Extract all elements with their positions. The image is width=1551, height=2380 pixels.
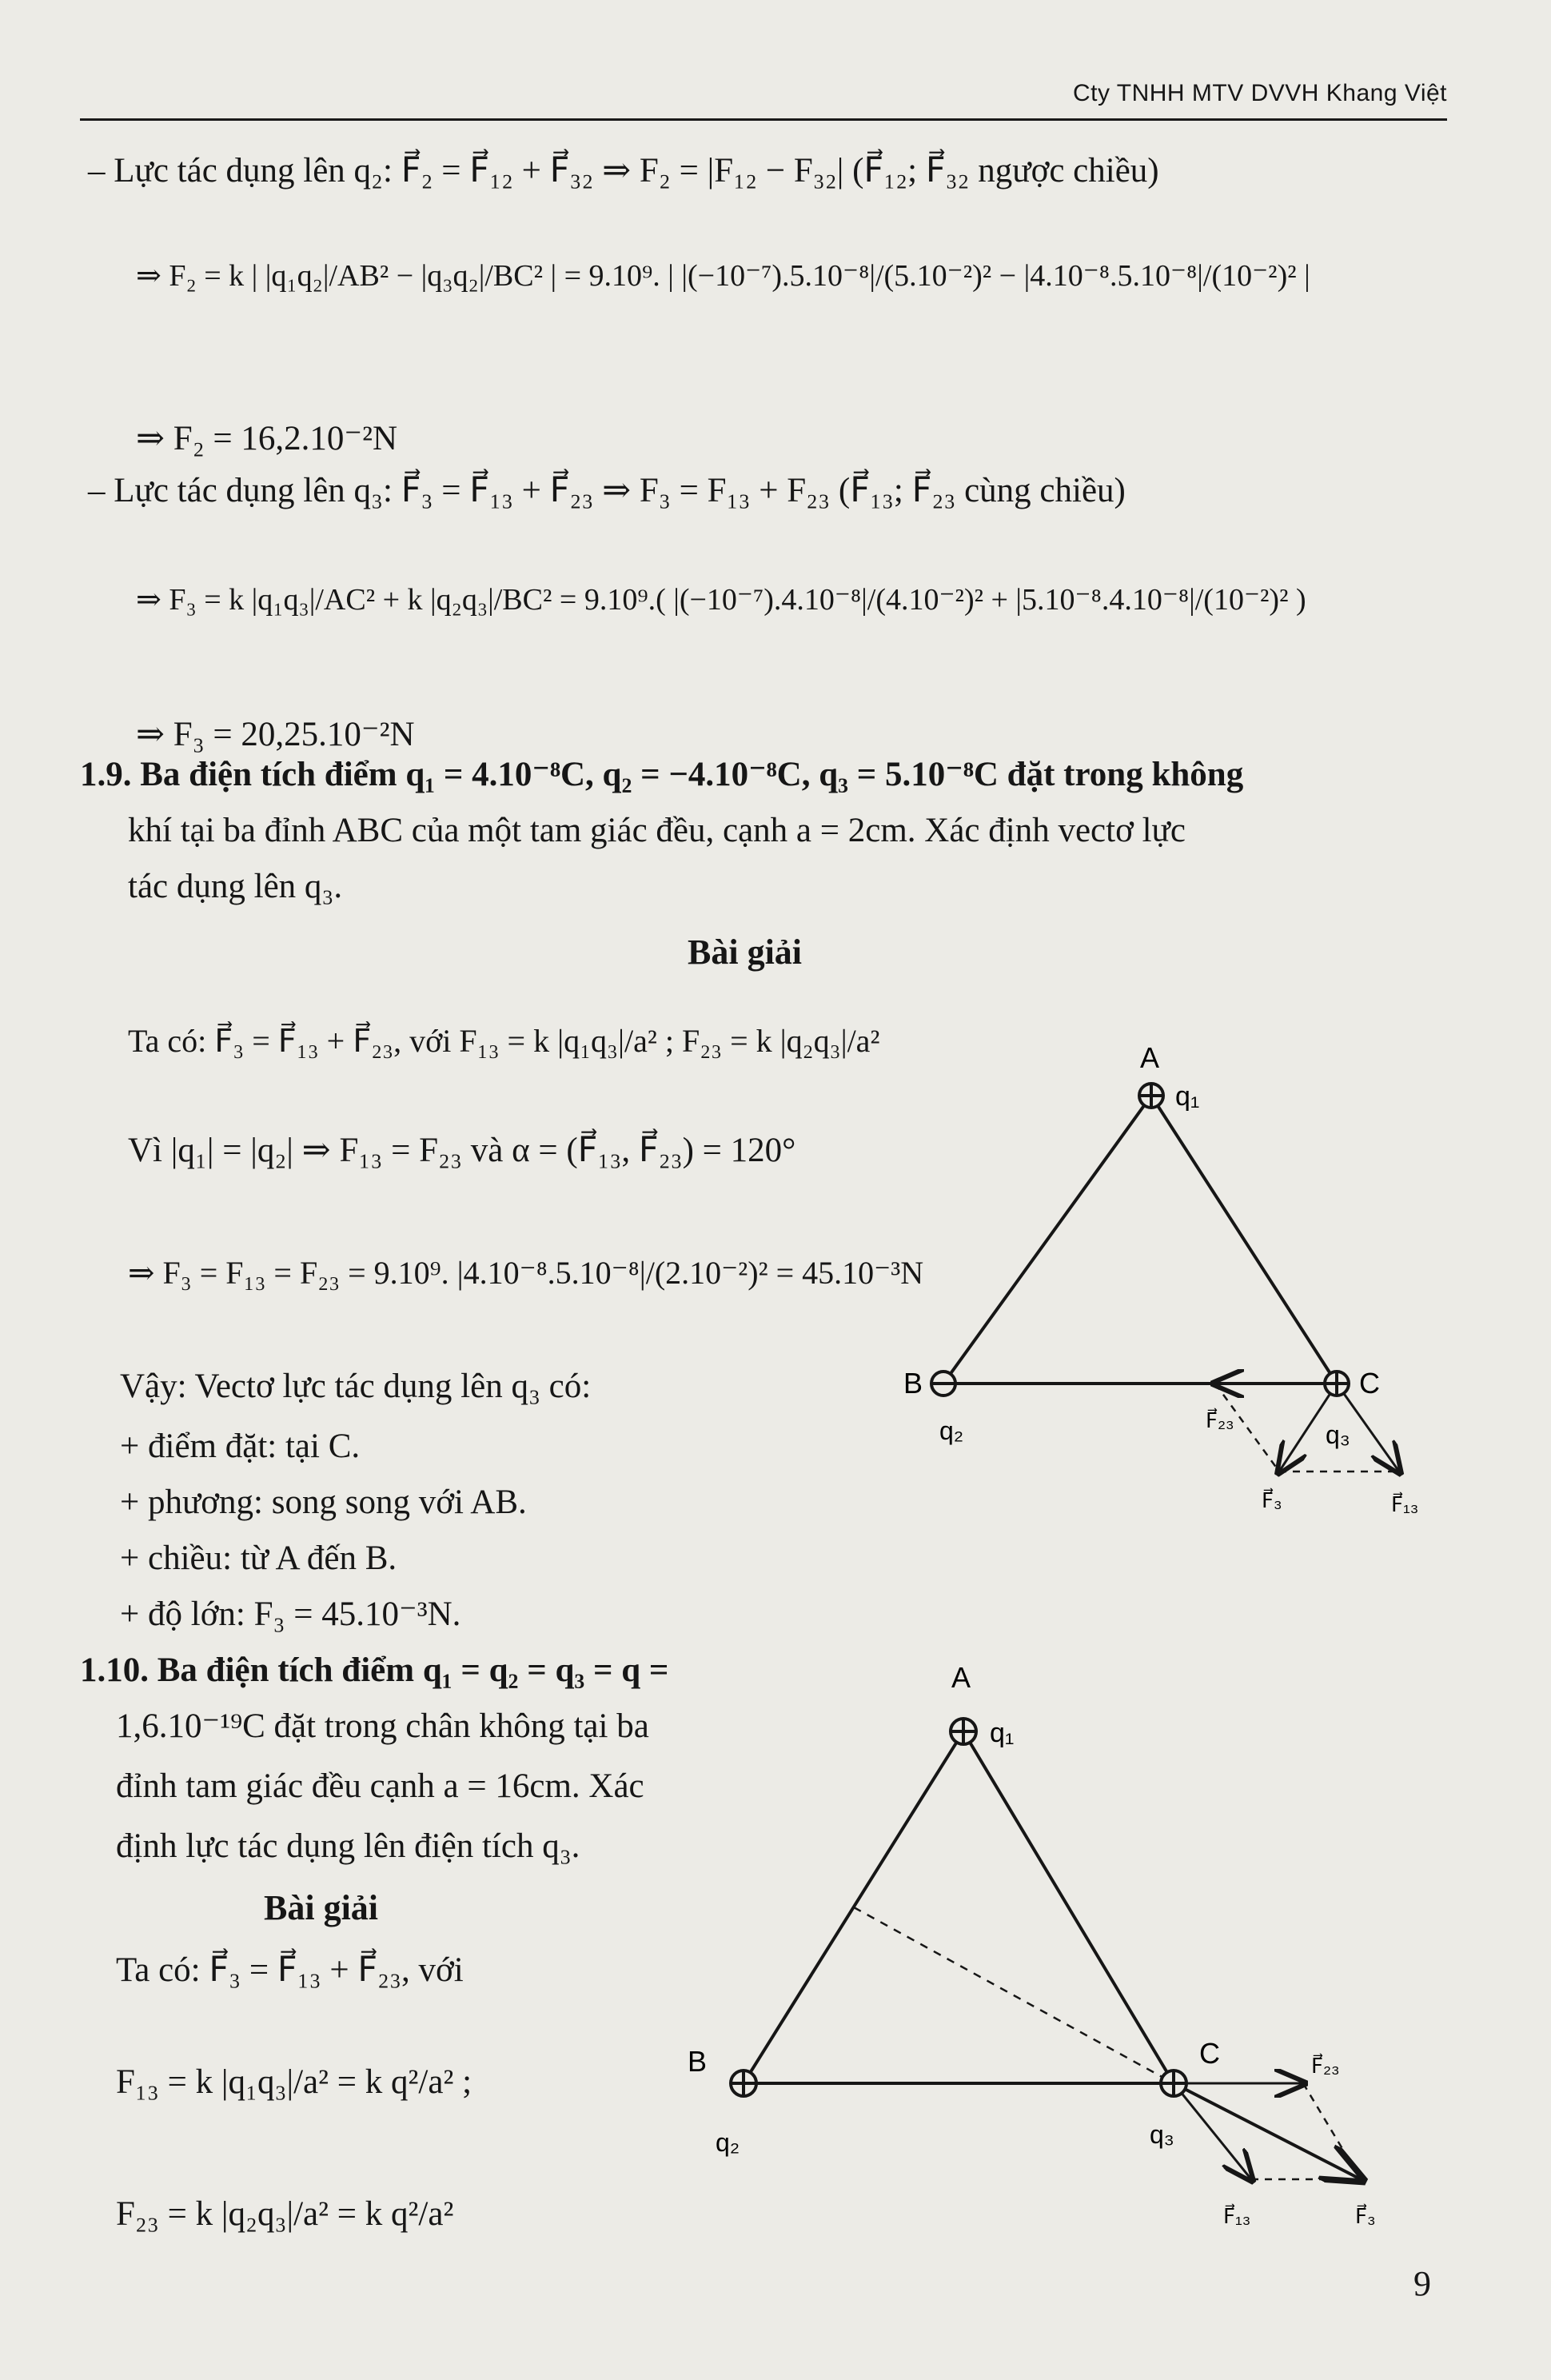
solution-heading-1-9: Bài giải xyxy=(688,932,803,972)
label-f23-2: F⃗₂₃ xyxy=(1311,2054,1340,2078)
force-on-q3-line: – Lực tác dụng lên q₃: F⃗₃ = F⃗₁₃ + F⃗₂₃ ⇒ F₃ = F₁₃ + F₂₃ (F⃗₁₃; F⃗₂₃ cùng chiều) xyxy=(88,472,1126,509)
label-q2-2: q₂ xyxy=(716,2128,740,2157)
side-ac xyxy=(1151,1096,1337,1384)
solution-1-10-f23: F₂₃ = k |q₂q₃|/a² = k q²/a² xyxy=(116,2195,454,2233)
solution-1-10-f13: F₁₃ = k |q₁q₃|/a² = k q²/a² ; xyxy=(116,2063,472,2101)
force-on-q2-line: – Lực tác dụng lên q₂: F⃗₂ = F⃗₁₂ + F⃗₃₂ ⇒ F₂ = |F₁₂ − F₃₂| (F⃗₁₂; F⃗₃₂ ngược chiều) xyxy=(88,152,1159,190)
problem-1-9-line-1: 1.9. Ba điện tích điểm q₁ = 4.10⁻⁸C, q₂ = −4.10⁻⁸C, q₃ = 5.10⁻⁸C đặt trong không xyxy=(80,756,1244,793)
charge-b2-plus-icon xyxy=(731,2071,756,2096)
problem-1-10-line-3: đỉnh tam giác đều cạnh a = 16cm. Xác xyxy=(116,1767,644,1805)
label-a: A xyxy=(1140,1041,1160,1074)
label-a-2: A xyxy=(951,1661,971,1694)
side-ab-2 xyxy=(744,1731,963,2083)
solution-1-9-point: + điểm đặt: tại C. xyxy=(120,1428,361,1465)
median-dashed xyxy=(854,1907,1174,2083)
problem-1-10-line-4: định lực tác dụng lên điện tích q₃. xyxy=(116,1827,580,1865)
label-f3-2: F⃗₃ xyxy=(1355,2204,1376,2228)
label-f13: F⃗₁₃ xyxy=(1391,1492,1419,1516)
solution-1-9-magnitude: + độ lớn: F₃ = 45.10⁻³N. xyxy=(120,1595,461,1633)
charge-a-plus-icon xyxy=(1139,1084,1163,1108)
f3-formula-line: ⇒ F₃ = k |q₁q₃|/AC² + k |q₂q₃|/BC² = 9.10⁹.( |(−10⁻⁷).4.10⁻⁸|/(4.10⁻²)² + |5.10⁻⁸.4.10⁻⁸|/(10⁻²)² ) xyxy=(136,583,1306,617)
solution-1-9-sense: + chiều: từ A đến B. xyxy=(120,1539,397,1577)
vector-f13-2 xyxy=(1174,2083,1251,2179)
label-q1-2: q₁ xyxy=(990,1718,1015,1748)
label-f13-2: F⃗₁₃ xyxy=(1223,2204,1251,2228)
header-rule xyxy=(80,118,1447,121)
label-q3-2: q₃ xyxy=(1150,2120,1174,2149)
f3-result-line: ⇒ F₃ = 20,25.10⁻²N xyxy=(136,716,415,753)
solution-heading-1-10: Bài giải xyxy=(264,1888,379,1927)
label-q2: q₂ xyxy=(939,1416,964,1445)
publisher-header: Cty TNHH MTV DVVH Khang Việt xyxy=(1072,80,1447,106)
f2-result-line: ⇒ F₂ = 16,2.10⁻²N xyxy=(136,420,398,457)
problem-1-10-line-2: 1,6.10⁻¹⁹C đặt trong chân không tại ba xyxy=(116,1707,649,1745)
problem-1-10-line-1: 1.10. Ba điện tích điểm q₁ = q₂ = q₃ = q = xyxy=(80,1651,669,1689)
figure-1-10 xyxy=(672,1647,1471,2255)
solution-1-9-direction: + phương: song song với AB. xyxy=(120,1484,527,1521)
solution-1-10-line-1: Ta có: F⃗₃ = F⃗₁₃ + F⃗₂₃, với xyxy=(116,1951,464,1989)
label-q1: q₁ xyxy=(1175,1081,1200,1112)
label-q3: q₃ xyxy=(1326,1420,1350,1449)
side-ac-2 xyxy=(963,1731,1174,2083)
solution-1-9-line-2: Vì |q₁| = |q₂| ⇒ F₁₃ = F₂₃ và α = (F⃗₁₃, F⃗₂₃) = 120° xyxy=(128,1132,796,1169)
problem-1-9-line-2: khí tại ba đỉnh ABC của một tam giác đều, cạnh a = 2cm. Xác định vectơ lực xyxy=(128,812,1186,849)
charge-a2-plus-icon xyxy=(951,1719,976,1744)
page-number: 9 xyxy=(1413,2264,1431,2303)
figure-1-9 xyxy=(863,1024,1471,1551)
solution-1-9-line-1: Ta có: F⃗₃ = F⃗₁₃ + F⃗₂₃, với F₁₃ = k |q₁q₃|/a² ; F₂₃ = k |q₂q₃|/a² xyxy=(128,1023,880,1059)
solution-1-9-line-3: ⇒ F₃ = F₁₃ = F₂₃ = 9.10⁹. |4.10⁻⁸.5.10⁻⁸|/(2.10⁻²)² = 45.10⁻³N xyxy=(128,1255,924,1291)
solution-1-9-conclusion: Vậy: Vectơ lực tác dụng lên q₃ có: xyxy=(120,1368,592,1405)
charge-b-minus-icon xyxy=(931,1372,955,1396)
label-f3: F⃗₃ xyxy=(1262,1488,1282,1512)
label-c: C xyxy=(1359,1367,1380,1400)
label-f23: F⃗₂₃ xyxy=(1206,1408,1234,1432)
label-b: B xyxy=(903,1367,923,1400)
side-ab xyxy=(943,1096,1151,1384)
label-b-2: B xyxy=(688,2045,708,2078)
label-c-2: C xyxy=(1199,2037,1220,2070)
problem-1-9-line-3: tác dụng lên q₃. xyxy=(128,868,343,905)
charge-c2-plus-icon xyxy=(1161,2071,1186,2096)
charge-c-plus-icon xyxy=(1325,1372,1349,1396)
f2-formula-line: ⇒ F₂ = k | |q₁q₂|/AB² − |q₃q₂|/BC² | = 9.10⁹. | |(−10⁻⁷).5.10⁻⁸|/(5.10⁻²)² − |4.10⁻⁸.5.10⁻⁸|/(10⁻²)² | xyxy=(136,259,1310,293)
